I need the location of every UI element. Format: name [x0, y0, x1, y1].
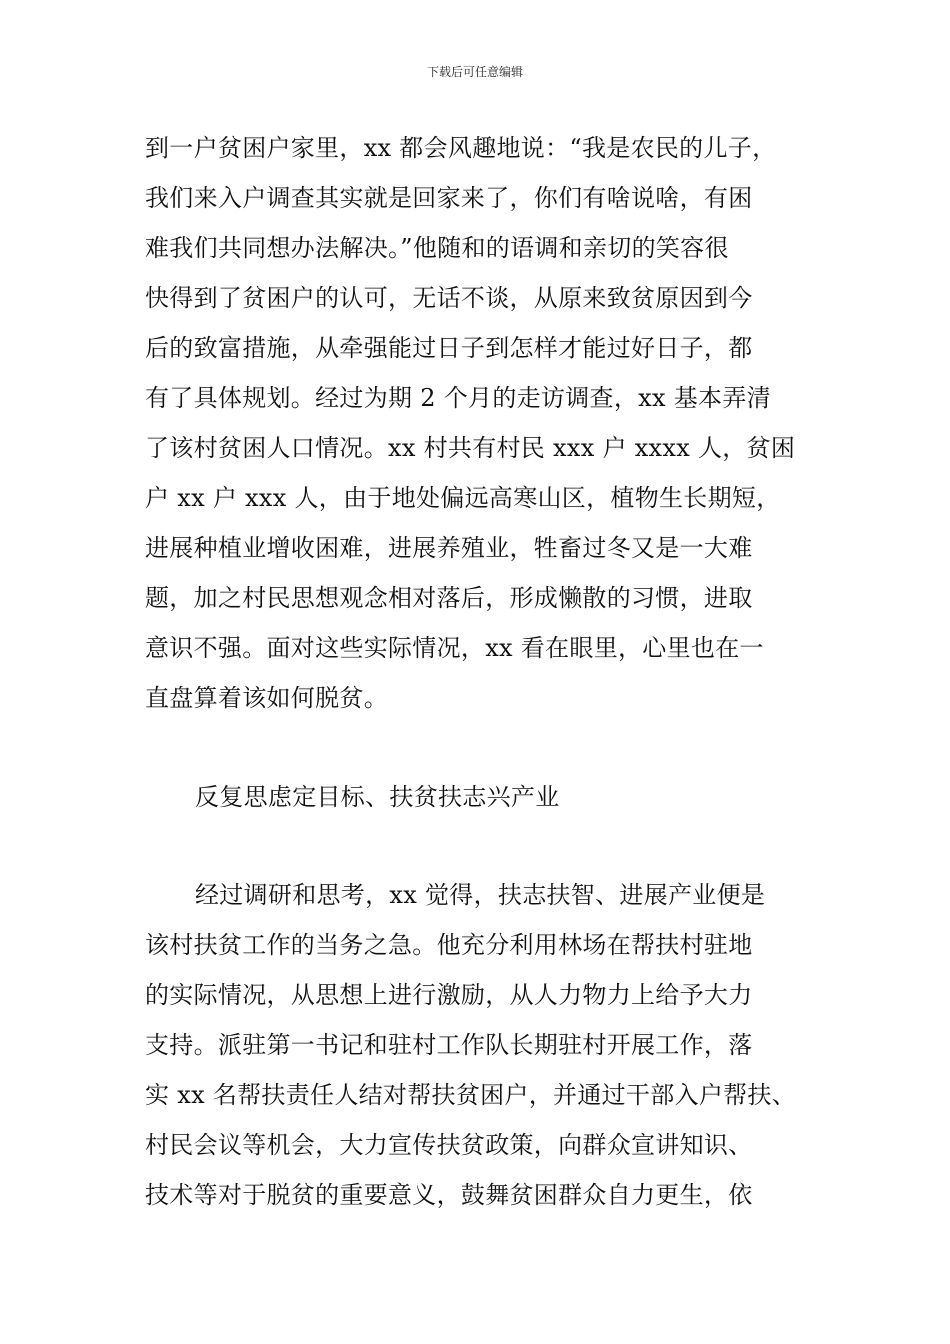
paragraph-1-line: 进展种植业增收困难，进展养殖业，牲畜过冬又是一大难	[145, 534, 753, 562]
paragraph-1-line: 到一户贫困户家里，xx 都会风趣地说：“我是农民的儿子，	[145, 134, 777, 162]
paragraph-1-line: 户 xx 户 xxx 人，由于地处偏远高寒山区，植物生长期短，	[145, 484, 781, 512]
paragraph-1-line: 意识不强。面对这些实际情况，xx 看在眼里，心里也在一	[145, 634, 764, 662]
paragraph-2-line: 技术等对于脱贫的重要意义，鼓舞贫困群众自力更生，依	[145, 1181, 753, 1209]
paragraph-2-line: 该村扶贫工作的当务之急。他充分利用林场在帮扶村驻地	[145, 931, 753, 959]
paragraph-2-line: 村民会议等机会，大力宣传扶贫政策，向群众宣讲知识、	[145, 1131, 753, 1159]
paragraph-2-line: 经过调研和思考，xx 觉得，扶志扶智、进展产业便是	[195, 881, 766, 909]
paragraph-1-line: 后的致富措施，从牵强能过日子到怎样才能过好日子，都	[145, 334, 753, 362]
paragraph-1-line: 了该村贫困人口情况。xx 村共有村民 xxx 户 xxxx 人，贫困	[145, 434, 796, 462]
section-heading: 反复思虑定目标、扶贫扶志兴产业	[195, 783, 560, 811]
paragraph-1-line: 直盘算着该如何脱贫。	[145, 684, 388, 712]
paragraph-1-line: 题，加之村民思想观念相对落后，形成懒散的习惯，进取	[145, 584, 753, 612]
paragraph-2-line: 实 xx 名帮扶责任人结对帮扶贫困户，并通过干部入户帮扶、	[145, 1081, 797, 1109]
paragraph-2-line: 的实际情况，从思想上进行激励，从人力物力上给予大力	[145, 981, 753, 1009]
paragraph-2-line: 支持。派驻第一书记和驻村工作队长期驻村开展工作，落	[145, 1031, 753, 1059]
paragraph-1-line: 有了具体规划。经过为期 2 个月的走访调查，xx 基本弄清	[145, 384, 771, 412]
paragraph-1-line: 难我们共同想办法解决。”他随和的语调和亲切的笑容很	[145, 234, 729, 262]
paragraph-1-line: 快得到了贫困户的认可，无话不谈，从原来致贫原因到今	[145, 284, 753, 312]
paragraph-1-line: 我们来入户调查其实就是回家来了，你们有啥说啥，有困	[145, 184, 753, 212]
page-header-note: 下载后可任意编辑	[426, 65, 523, 79]
